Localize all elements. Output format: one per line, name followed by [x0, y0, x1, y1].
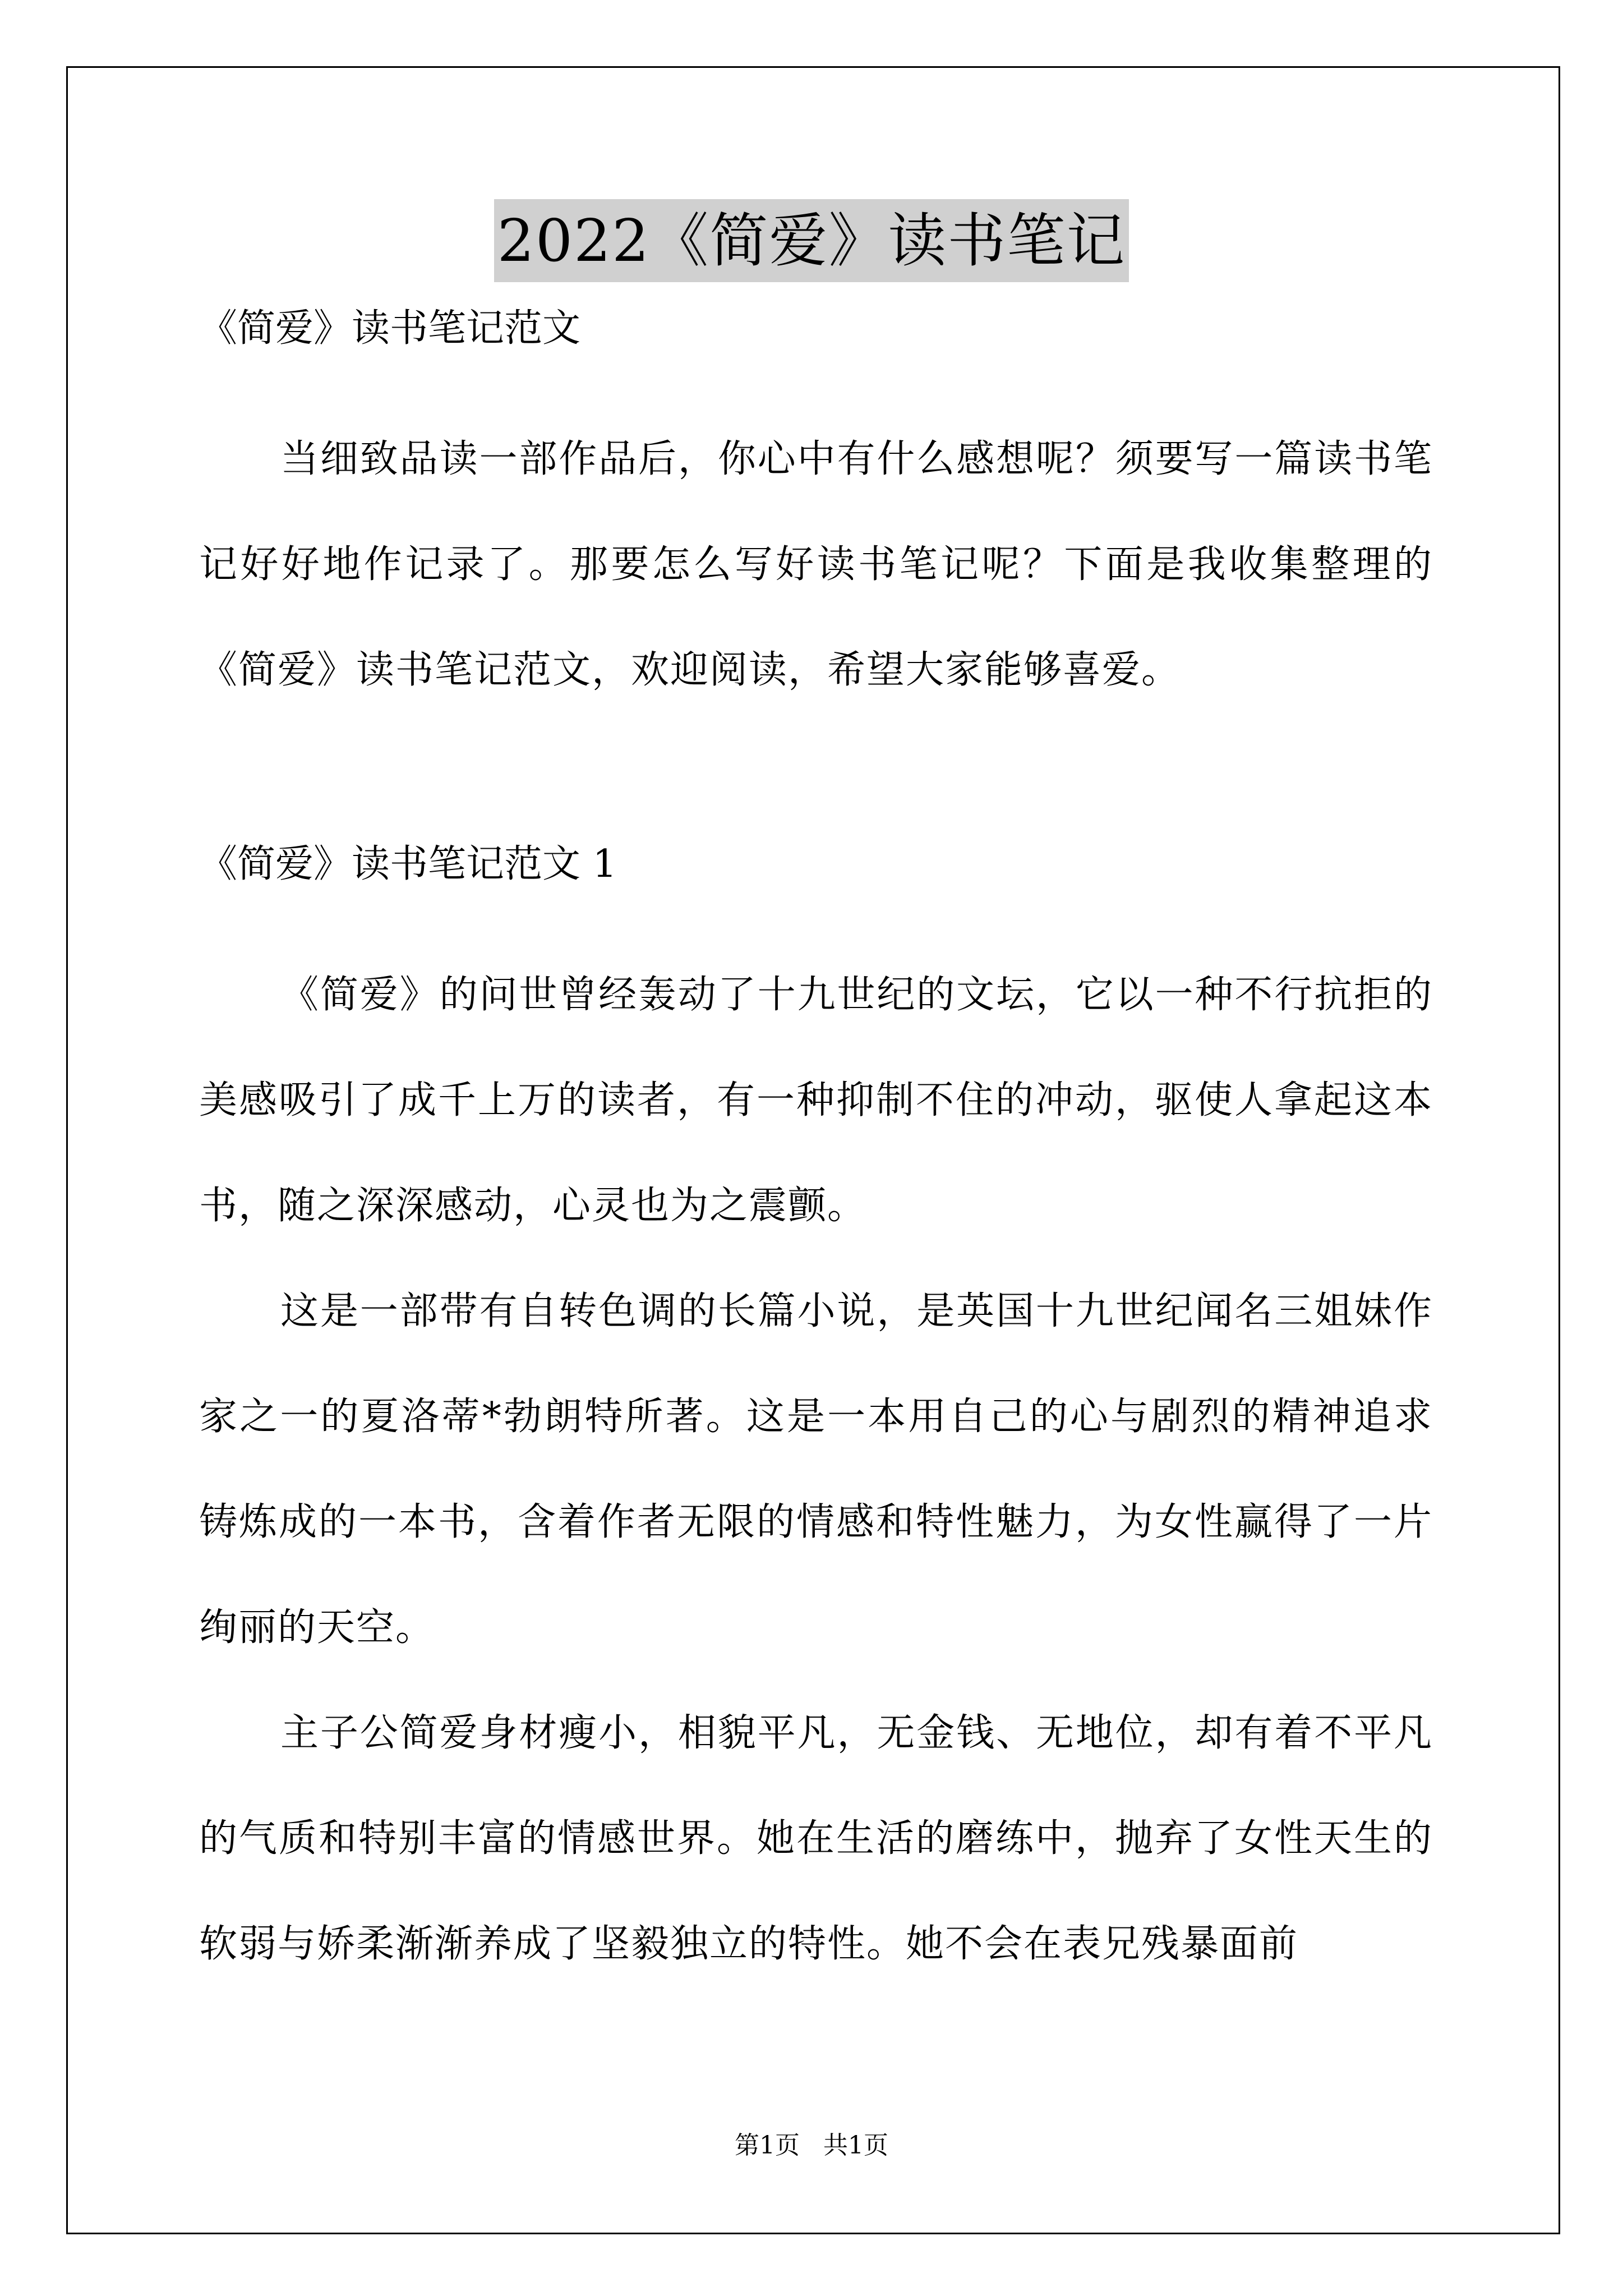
page-footer: 第1页 共1页 — [735, 2131, 888, 2160]
body-paragraph: 《简爱》的问世曾经轰动了十九世纪的文坛，它以一种不行抗拒的美感吸引了成千上万的读者，有一种抑制不住的冲动，驱使人拿起这本书，随之深深感动，心灵也为之震颤。 — [199, 973, 1433, 1228]
section-heading: 《简爱》读书笔记范文 — [199, 306, 581, 351]
document-body — [199, 303, 1433, 1997]
body-paragraph: 这是一部带有自转色调的长篇小说，是英国十九世纪闻名三姐妹作家之一的夏洛蒂*勃朗特所著。这是一本用自己的心与剧烈的精神追求铸炼成的一本书，含着作者无限的情感和特性魅力，为女性赢得了一片绚丽的天空。 — [199, 1289, 1433, 1650]
intro-paragraph: 当细致品读一部作品后，你心中有什么感想呢？须要写一篇读书笔记好好地作记录了。那要怎么写好读书笔记呢？下面是我收集整理的《简爱》读书笔记范文，欢迎阅读，希望大家能够喜爱。 — [199, 437, 1433, 692]
subsection-heading: 《简爱》读书笔记范文 1 — [199, 842, 617, 886]
body-paragraph: 主子公简爱身材瘦小，相貌平凡，无金钱、无地位，却有着不平凡的气质和特别丰富的情感世界。她在生活的磨练中，抛弃了女性天生的软弱与娇柔渐渐养成了坚毅独立的特性。她不会在表兄残暴面前 — [199, 1711, 1433, 1966]
document-title: 2022《简爱》读书笔记 — [494, 199, 1129, 282]
title-container — [0, 199, 1623, 282]
